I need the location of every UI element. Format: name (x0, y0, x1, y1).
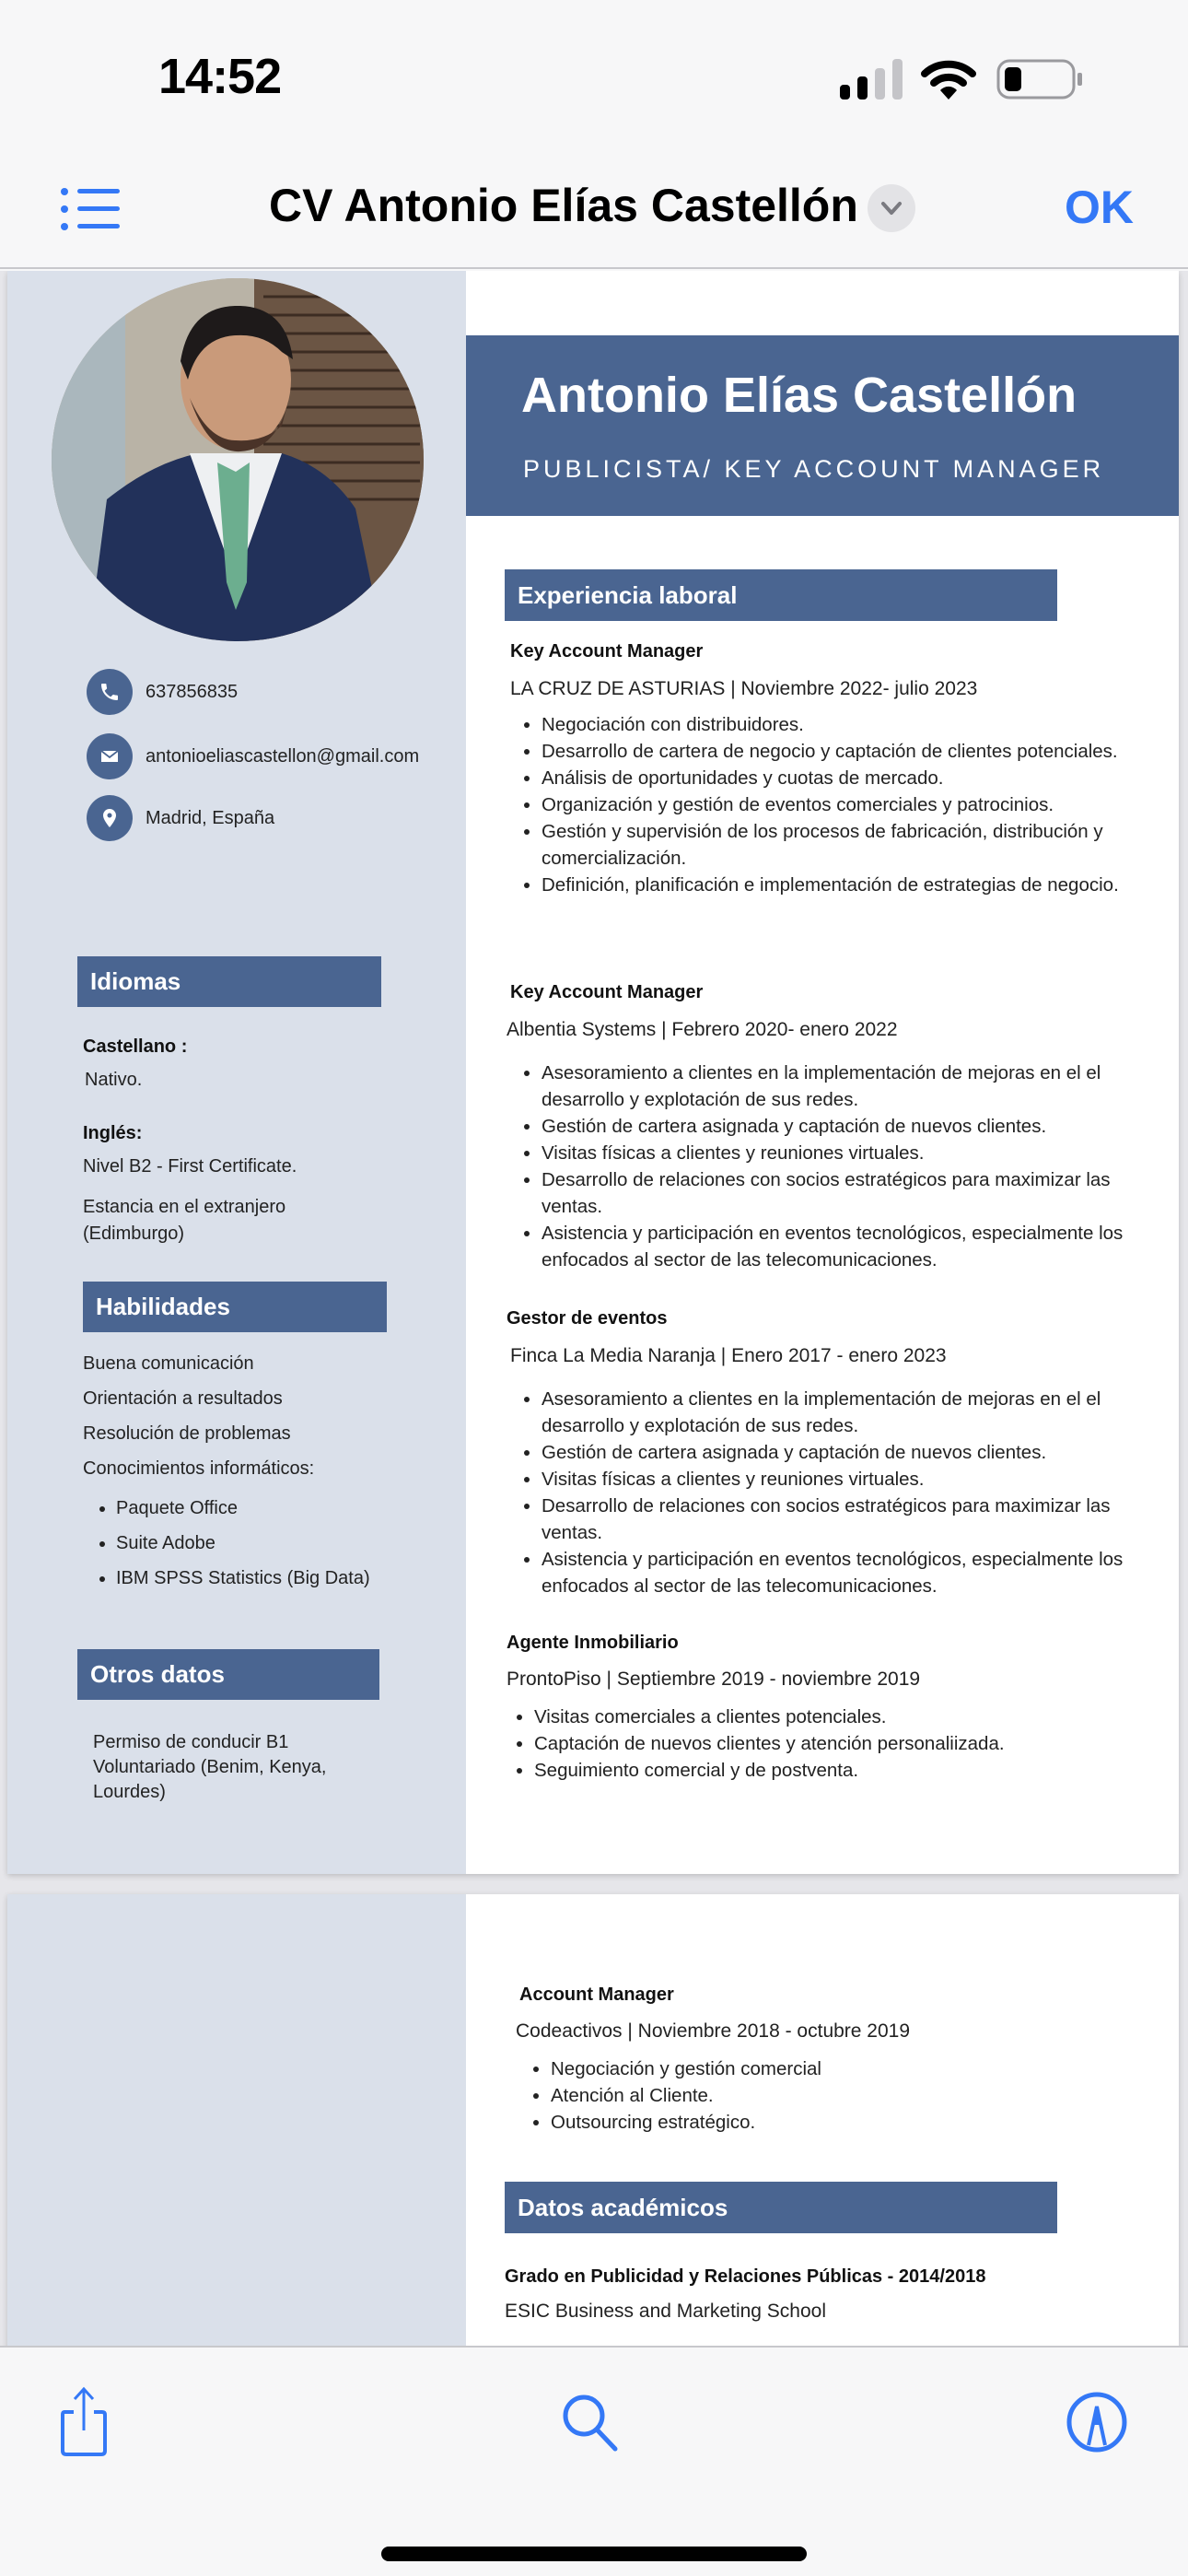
job-task: • Captación de nuevos clientes y atención personaliizada. (534, 1730, 1149, 1757)
phone-number[interactable]: 637856835 (146, 681, 239, 702)
job-entry (505, 1308, 1149, 1599)
ok-button[interactable]: OK (1065, 181, 1134, 233)
job-entry (505, 1633, 1149, 1784)
name-banner (466, 335, 1179, 516)
job-task: • Asistencia y participación en eventos tecnológicos, especialmente los enfocados al sector de las telecomunicaciones. (542, 1546, 1149, 1599)
battery-low-icon (996, 59, 1085, 100)
location-text: Madrid, España (146, 807, 275, 828)
job-tasks (505, 1704, 1149, 1784)
markup-pen-icon (1065, 2390, 1129, 2454)
job-entry (505, 982, 1149, 1273)
cv-page-2 (7, 1894, 1179, 2346)
job-task: • Análisis de oportunidades y cuotas de mercado. (542, 765, 1149, 791)
computer-skill: • Suite Adobe (116, 1526, 370, 1561)
computer-skills-list (83, 1491, 370, 1596)
language-level: Nivel B2 - First Certificate. (83, 1156, 297, 1177)
search-icon (558, 2390, 623, 2454)
other-data-heading: Otros datos (77, 1649, 379, 1700)
other-data-text (93, 1730, 369, 1805)
contact-location (87, 795, 274, 841)
job-task: • Seguimiento comercial y de postventa. (534, 1757, 1149, 1784)
wifi-icon (921, 57, 976, 101)
job-entry (505, 1985, 1149, 2136)
job-task: • Organización y gestión de eventos comerciales y patrocinios. (542, 791, 1149, 818)
job-task: • Asesoramiento a clientes en la implementación de mejoras en el el desarrollo y explotación de sus redes. (542, 1386, 1149, 1439)
academic-heading: Datos académicos (505, 2182, 1057, 2233)
cv-sidebar (7, 271, 466, 1874)
list-icon[interactable] (61, 186, 125, 232)
job-task: • Negociación con distribuidores. (542, 711, 1149, 738)
job-company: LA CRUZ DE ASTURIAS | Noviembre 2022- julio 2023 (510, 678, 978, 699)
job-title: Key Account Manager (510, 982, 704, 1002)
language-name: Castellano : (83, 1036, 188, 1057)
document-viewer[interactable] (0, 271, 1188, 2346)
job-title: Account Manager (519, 1985, 674, 2005)
job-task: • Gestión de cartera asignada y captación de nuevos clientes. (542, 1439, 1149, 1466)
job-title: Gestor de eventos (507, 1308, 668, 1329)
navigation-bar (0, 138, 1188, 269)
skill-item: Resolución de problemas (83, 1423, 291, 1444)
envelope-icon (87, 733, 133, 779)
computer-skill: • IBM SPSS Statistics (Big Data) (116, 1561, 370, 1596)
job-tasks (505, 1060, 1149, 1273)
profile-photo (52, 278, 424, 641)
language-level: Nativo. (85, 1070, 143, 1090)
skill-item: Orientación a resultados (83, 1388, 283, 1409)
cellular-signal-icon (840, 59, 904, 100)
job-task: • Asesoramiento a clientes en la implementación de mejoras en el el desarrollo y explotación de sus redes. (542, 1060, 1149, 1113)
cv-role: PUBLICISTA/ KEY ACCOUNT MANAGER (523, 455, 1105, 483)
chevron-down-icon (868, 184, 915, 232)
email-address[interactable]: antonioeliascastellon@gmail.com (146, 745, 420, 767)
language-name: Inglés: (83, 1123, 143, 1143)
school-name: ESIC Business and Marketing School (505, 2301, 827, 2322)
person-portrait-icon (52, 278, 424, 641)
job-task: • Visitas comerciales a clientes potenciales. (534, 1704, 1149, 1730)
contact-email (87, 733, 419, 779)
job-task: • Definición, planificación e implementación de estrategias de negocio. (542, 872, 1149, 898)
job-task: • Desarrollo de relaciones con socios estratégicos para maximizar las ventas. (542, 1166, 1149, 1220)
job-task: • Atención al Cliente. (551, 2082, 1149, 2109)
job-task: • Gestión de cartera asignada y captación de nuevos clientes. (542, 1113, 1149, 1140)
languages-heading: Idiomas (77, 956, 381, 1007)
bottom-toolbar (0, 2346, 1188, 2576)
job-task: • Gestión y supervisión de los procesos de fabricación, distribución y comercialización. (542, 818, 1149, 872)
share-button[interactable] (57, 2384, 112, 2463)
language-note: Estancia en el extranjero (Edimburgo) (83, 1197, 286, 1244)
job-title: Agente Inmobiliario (507, 1633, 679, 1653)
location-pin-icon (87, 795, 133, 841)
education-entry (505, 2266, 1149, 2323)
contact-phone (87, 669, 238, 715)
cv-sidebar (7, 1894, 466, 2346)
cv-name: Antonio Elías Castellón (521, 368, 1077, 423)
job-title: Key Account Manager (510, 641, 704, 662)
status-bar (0, 0, 1188, 138)
status-time: 14:52 (158, 49, 282, 104)
job-task: • Visitas físicas a clientes y reuniones virtuales. (542, 1140, 1149, 1166)
job-task: • Desarrollo de relaciones con socios estratégicos para maximizar las ventas. (542, 1493, 1149, 1546)
document-title[interactable]: CV Antonio Elías Castellón (269, 180, 858, 231)
job-task: • Negociación y gestión comercial (551, 2055, 1149, 2082)
skill-item: Buena comunicación (83, 1353, 254, 1374)
experience-heading: Experiencia laboral (505, 569, 1057, 621)
home-indicator[interactable] (381, 2547, 807, 2561)
job-tasks (505, 1386, 1149, 1599)
degree-title: Grado en Publicidad y Relaciones Públicas - 2014/2018 (505, 2266, 986, 2287)
other-data-line: Voluntariado (Benim, Kenya, Lourdes) (93, 1757, 327, 1802)
cv-main-column (466, 271, 1179, 1874)
job-task: • Desarrollo de cartera de negocio y captación de clientes potenciales. (542, 738, 1149, 765)
job-company: Finca La Media Naranja | Enero 2017 - enero 2023 (510, 1345, 947, 1366)
job-task: • Asistencia y participación en eventos tecnológicos, especialmente los enfocados al sector de las telecomunicaciones. (542, 1220, 1149, 1273)
job-task: • Visitas físicas a clientes y reuniones virtuales. (542, 1466, 1149, 1493)
title-menu-button[interactable] (868, 184, 915, 232)
job-company: Albentia Systems | Febrero 2020- enero 2022 (507, 1019, 898, 1040)
phone-icon (87, 669, 133, 715)
skills-heading: Habilidades (83, 1282, 387, 1332)
job-tasks (505, 2055, 1149, 2136)
job-task: • Outsourcing estratégico. (551, 2109, 1149, 2136)
job-tasks (505, 711, 1149, 898)
search-button[interactable] (558, 2390, 623, 2459)
cv-main-column (466, 1894, 1179, 2346)
share-icon (57, 2384, 112, 2458)
job-entry (505, 641, 1149, 898)
other-data-line: Permiso de conducir B1 (93, 1732, 289, 1752)
markup-button[interactable] (1065, 2390, 1129, 2459)
job-company: ProntoPiso | Septiembre 2019 - noviembre 2019 (507, 1669, 921, 1690)
computer-skill: • Paquete Office (116, 1491, 370, 1526)
skill-item: Conocimientos informáticos: (83, 1458, 315, 1479)
cv-page-1 (7, 271, 1179, 1874)
job-company: Codeactivos | Noviembre 2018 - octubre 2019 (516, 2020, 911, 2042)
